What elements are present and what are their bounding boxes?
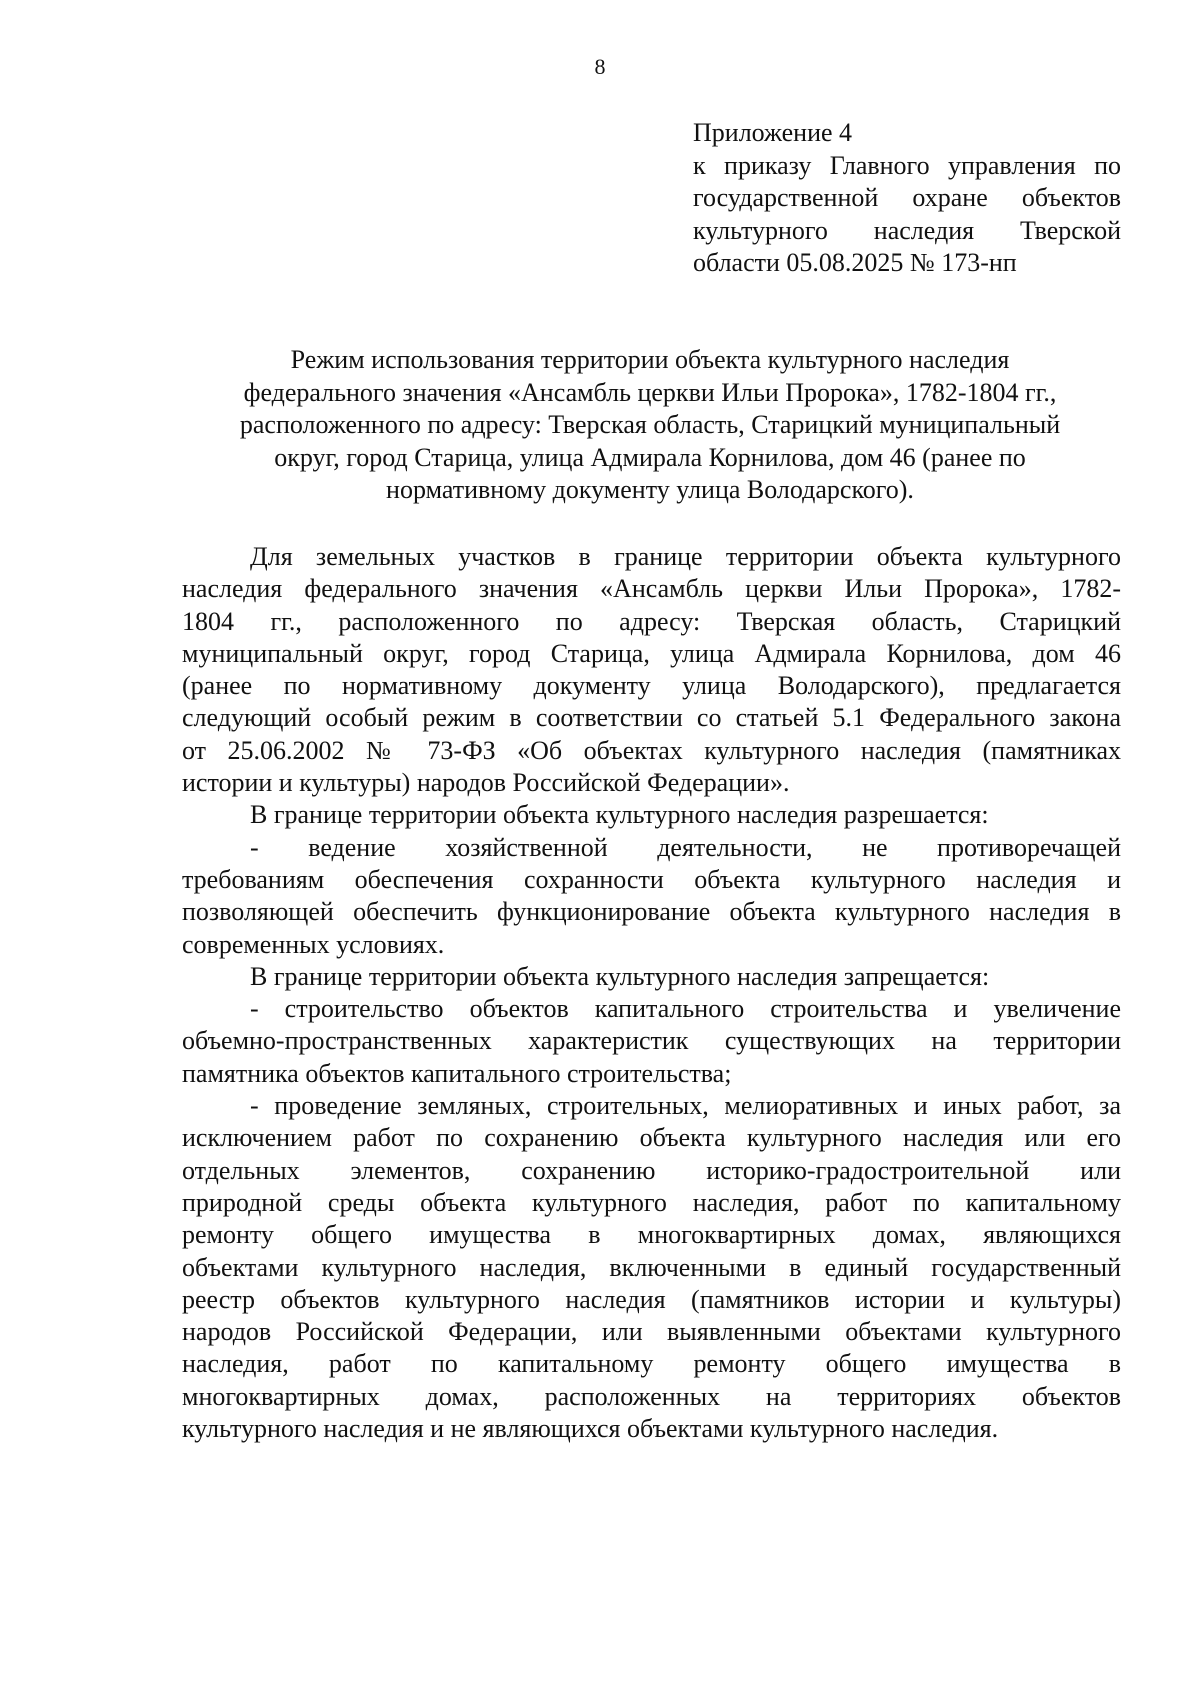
body-line: современных условиях. — [182, 929, 445, 959]
body-line: объемно-пространственных характеристик существующих на территории — [182, 1026, 1121, 1056]
body-line: Для земельных участков в границе территории объекта культурного — [250, 542, 1121, 571]
body-line: реестр объектов культурного наследия (памятников истории и культуры) — [182, 1284, 1121, 1314]
appendix-line: государственной охране объектов — [693, 183, 1121, 212]
appendix-line: области 05.08.2025 № 173-нп — [693, 248, 1017, 277]
body-line: наследия федерального значения «Ансамбль церкви Ильи Пророка», 1782- — [182, 574, 1121, 604]
title-line: нормативному документу улица Володарского). — [386, 475, 914, 504]
body-line: объектами культурного наследия, включенными в единый государственный — [182, 1252, 1121, 1282]
body-line: - строительство объектов капитального строительства и увеличение — [250, 994, 1121, 1024]
title-line: округ, город Старица, улица Адмирала Корнилова, дом 46 (ранее по — [274, 442, 1026, 472]
body-line: наследия, работ по капитальному ремонту общего имущества в — [182, 1349, 1121, 1379]
body-line: памятника объектов капитального строительства; — [182, 1058, 732, 1088]
title-line: федерального значения «Ансамбль церкви Ильи Пророка», 1782-1804 гг., — [243, 377, 1057, 407]
body-line: исключением работ по сохранению объекта культурного наследия или его — [182, 1123, 1121, 1153]
body-line: природной среды объекта культурного наследия, работ по капитальному — [182, 1187, 1121, 1217]
body-line: народов Российской Федерации, или выявленными объектами культурного — [182, 1317, 1121, 1347]
page-number: 8 — [594, 54, 606, 79]
body-line: - ведение хозяйственной деятельности, не противоречащей — [250, 832, 1121, 862]
body-line: многоквартирных домах, расположенных на территориях объектов — [182, 1381, 1121, 1411]
body-line: В границе территории объекта культурного наследия разрешается: — [250, 800, 989, 830]
document-title — [180, 344, 1120, 507]
appendix-line: Приложение 4 — [693, 118, 853, 147]
body-line: культурного наследия и не являющихся объектами культурного наследия. — [182, 1414, 999, 1444]
title-line: Режим использования территории объекта культурного наследия — [290, 345, 1010, 374]
body-line: муниципальный округ, город Старица, улица Адмирала Корнилова, дом 46 — [182, 638, 1121, 668]
appendix-line: культурного наследия Тверской — [693, 215, 1121, 245]
body-line: ремонту общего имущества в многоквартирных домах, являющихся — [182, 1220, 1121, 1250]
appendix-header — [693, 117, 1121, 280]
body-line: истории и культуры) народов Российской Федерации». — [182, 768, 790, 798]
body-line: позволяющей обеспечить функционирование объекта культурного наследия в — [182, 897, 1121, 927]
body-line: следующий особый режим в соответствии со статьей 5.1 Федерального закона — [182, 703, 1121, 733]
document-body — [182, 541, 1121, 1445]
body-line: В границе территории объекта культурного наследия запрещается: — [250, 961, 990, 991]
appendix-line: к приказу Главного управления по — [693, 150, 1121, 180]
title-line: расположенного по адресу: Тверская область, Старицкий муниципальный — [239, 410, 1061, 439]
body-line: от 25.06.2002 № 73-ФЗ «Об объектах культурного наследия (памятниках — [182, 735, 1121, 765]
body-line: (ранее по нормативному документу улица Володарского), предлагается — [182, 671, 1121, 701]
body-line: 1804 гг., расположенного по адресу: Тверская область, Старицкий — [182, 606, 1121, 636]
body-line: отдельных элементов, сохранению историко-градостроительной или — [182, 1155, 1121, 1185]
body-line: требованиям обеспечения сохранности объекта культурного наследия и — [182, 864, 1121, 894]
body-line: - проведение земляных, строительных, мелиоративных и иных работ, за — [250, 1091, 1121, 1121]
